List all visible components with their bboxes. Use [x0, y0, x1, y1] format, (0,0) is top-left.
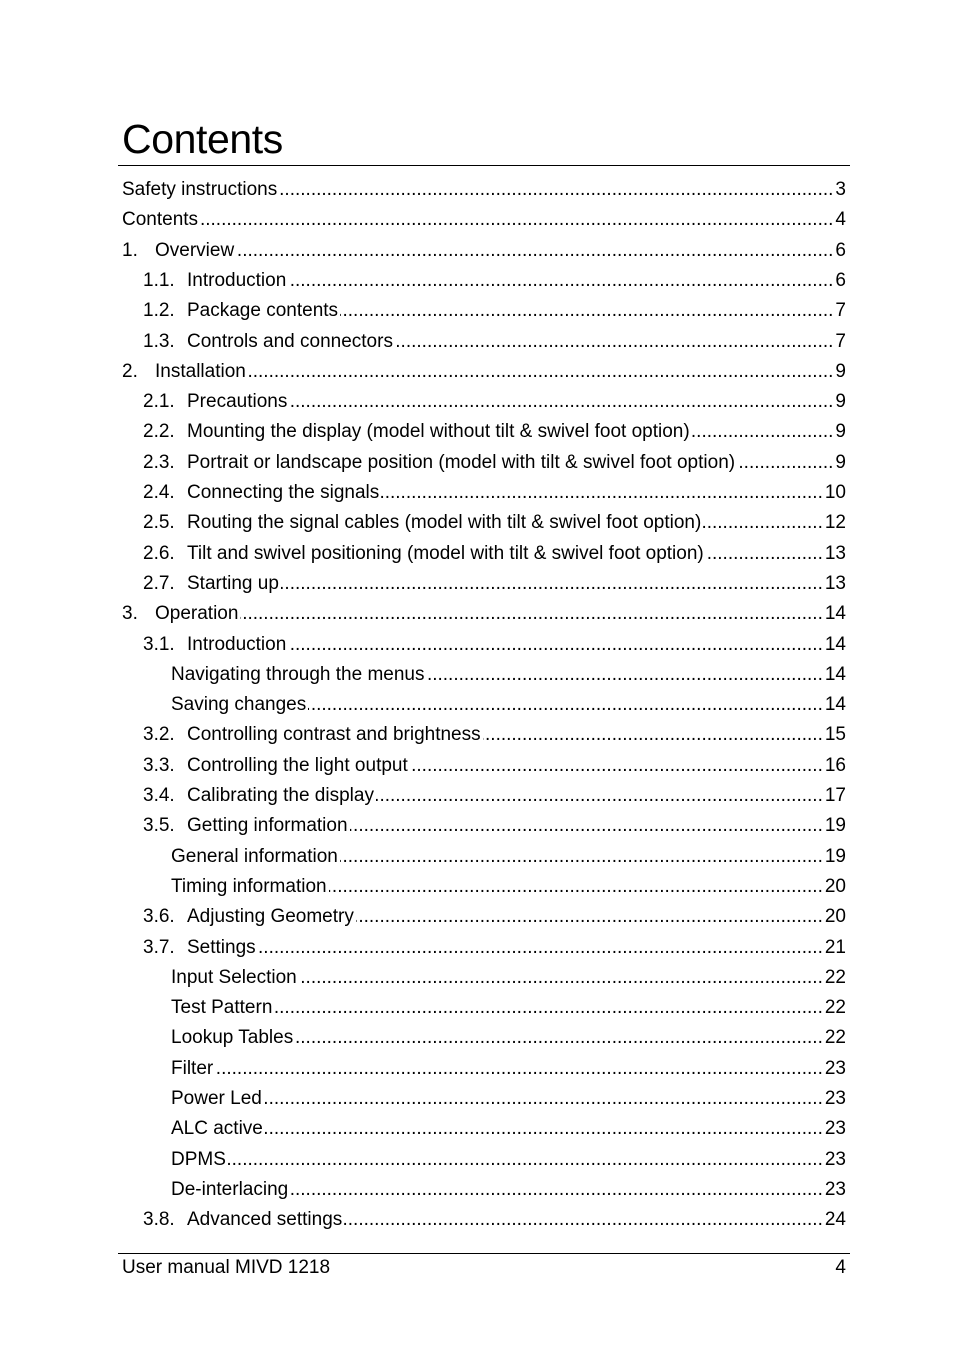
- toc-entry-title: Mounting the display (model without tilt & swivel foot option): [187, 421, 690, 443]
- toc-entry-number: 2.5.: [143, 512, 175, 534]
- toc-dot-leader: [264, 1088, 823, 1110]
- toc-entry-title: De-interlacing: [171, 1178, 289, 1200]
- toc-entry[interactable]: [143, 811, 846, 841]
- toc-dot-leader: [329, 876, 823, 898]
- toc-entry-page: 6: [835, 239, 846, 261]
- toc-entry-title: Adjusting Geometry: [187, 906, 354, 928]
- toc-entry-title: Test Pattern: [171, 997, 273, 1019]
- toc-dot-leader: [410, 755, 823, 777]
- toc-dot-leader: [344, 1209, 823, 1231]
- toc-entry-number: 3.1.: [143, 633, 175, 655]
- toc-entry-page: 21: [824, 936, 846, 958]
- toc-entry-page: 19: [824, 815, 846, 837]
- toc-entry[interactable]: [143, 630, 846, 660]
- toc-entry-page: 7: [835, 330, 846, 352]
- toc-entry-page: 15: [824, 724, 846, 746]
- toc-entry-page: 3: [835, 179, 846, 200]
- toc-entry-page: 23: [824, 1057, 846, 1079]
- toc-dot-leader: [236, 240, 833, 262]
- toc-entry-title: ALC active: [171, 1118, 263, 1140]
- toc-dot-leader: [483, 724, 823, 746]
- toc-entry[interactable]: [122, 236, 846, 266]
- toc-dot-leader: [248, 361, 834, 383]
- toc-entry-title: Controlling the light output: [187, 754, 408, 776]
- toc-entry-page: 4: [835, 209, 846, 231]
- toc-entry-number: 3.8.: [143, 1209, 175, 1231]
- toc-entry-number: 2.3.: [143, 451, 175, 473]
- toc-entry-title: DPMS: [171, 1148, 226, 1170]
- toc-entry-title: Lookup Tables: [171, 1027, 294, 1049]
- toc-dot-leader: [289, 391, 833, 413]
- toc-entry-title: Precautions: [187, 391, 288, 413]
- toc-dot-leader: [215, 1058, 823, 1080]
- toc-dot-leader: [299, 967, 823, 989]
- toc-entry[interactable]: [171, 1114, 846, 1144]
- toc-entry-page: 19: [824, 845, 846, 867]
- toc-dot-leader: [308, 694, 823, 716]
- toc-entry-title: Getting information: [187, 815, 348, 837]
- toc-entry-page: 22: [824, 966, 846, 988]
- toc-dot-leader: [376, 785, 823, 807]
- toc-entry[interactable]: [143, 296, 846, 326]
- toc-entry[interactable]: [143, 417, 846, 447]
- toc-entry[interactable]: [143, 508, 846, 538]
- toc-dot-leader: [274, 997, 822, 1019]
- toc-entry[interactable]: [171, 690, 846, 720]
- toc-entry-page: 20: [824, 906, 846, 928]
- toc-dot-leader: [737, 452, 833, 474]
- toc-entry-title: Connecting the signals: [187, 482, 380, 503]
- toc-dot-leader: [350, 815, 823, 837]
- toc-entry[interactable]: [171, 842, 846, 872]
- toc-entry-page: 14: [824, 603, 846, 625]
- toc-entry-page: 9: [835, 391, 846, 413]
- toc-entry-title: Starting up: [187, 572, 279, 594]
- toc-entry[interactable]: [143, 478, 846, 508]
- toc-entry-title: Portrait or landscape position (model with tilt & swivel foot option): [187, 451, 736, 473]
- toc-entry-page: 9: [835, 360, 846, 382]
- toc-entry[interactable]: [122, 599, 846, 629]
- toc-entry-page: 17: [824, 785, 846, 806]
- toc-entry-page: 6: [835, 269, 846, 291]
- toc-dot-leader: [703, 512, 823, 534]
- footer-divider: [118, 1253, 850, 1254]
- toc-entry-page: 23: [824, 1118, 846, 1140]
- toc-entry-page: 23: [824, 1148, 846, 1170]
- toc-entry[interactable]: [171, 1023, 846, 1053]
- toc-entry-number: 2.7.: [143, 572, 175, 594]
- toc-dot-leader: [228, 1149, 823, 1171]
- toc-entry[interactable]: [171, 993, 846, 1023]
- toc-dot-leader: [706, 543, 823, 565]
- toc-dot-leader: [290, 1179, 823, 1201]
- toc-entry[interactable]: [171, 1175, 846, 1205]
- toc-dot-leader: [381, 482, 823, 504]
- toc-entry-page: 14: [824, 633, 846, 655]
- toc-dot-leader: [288, 270, 833, 292]
- toc-entry-page: 23: [824, 1088, 846, 1109]
- toc-entry-page: 14: [824, 694, 846, 716]
- title-divider: [118, 165, 850, 166]
- toc-entry-title: Installation: [155, 360, 246, 382]
- toc-entry-page: 9: [835, 421, 846, 443]
- toc-entry-page: 12: [824, 512, 846, 534]
- toc-entry-page: 13: [824, 542, 846, 564]
- toc-entry-number: 2.2.: [143, 421, 175, 443]
- toc-entry-title: Introduction: [187, 269, 287, 291]
- toc-entry-title: Introduction: [187, 633, 287, 655]
- toc-entry[interactable]: [122, 205, 846, 235]
- toc-entry-title: Tilt and swivel positioning (model with tilt & swivel foot option): [187, 542, 704, 564]
- toc-entry[interactable]: [143, 387, 846, 417]
- toc-entry-page: 22: [824, 1027, 846, 1049]
- toc-entry-number: 1.2.: [143, 300, 175, 322]
- toc-entry-number: 2.6.: [143, 542, 175, 564]
- toc-entry-title: Calibrating the display: [187, 785, 374, 806]
- toc-entry[interactable]: [143, 539, 846, 569]
- toc-entry-title: Controlling contrast and brightness: [187, 724, 481, 746]
- toc-entry-page: 9: [835, 451, 846, 473]
- toc-entry-number: 2.: [122, 360, 138, 382]
- toc-entry-page: 24: [824, 1209, 846, 1231]
- toc-entry[interactable]: [143, 327, 846, 357]
- toc-entry-title: Saving changes: [171, 694, 307, 716]
- toc-entry-number: 2.4.: [143, 482, 175, 503]
- toc-entry-title: Routing the signal cables (model with tilt & swivel foot option): [187, 512, 702, 534]
- toc-entry[interactable]: [122, 357, 846, 387]
- toc-entry-title: Timing information: [171, 875, 327, 897]
- toc-entry-number: 3.6.: [143, 906, 175, 928]
- toc-entry-title: Settings: [187, 936, 256, 958]
- toc-entry[interactable]: [143, 933, 846, 963]
- toc-dot-leader: [200, 209, 833, 231]
- toc-dot-leader: [427, 664, 823, 686]
- toc-entry[interactable]: [143, 902, 846, 932]
- toc-entry-number: 1.: [122, 239, 138, 261]
- toc-entry-title: Overview: [155, 239, 235, 261]
- toc-entry-page: 14: [824, 663, 846, 685]
- toc-entry-number: 3.7.: [143, 936, 175, 958]
- toc-entry[interactable]: [171, 1084, 846, 1114]
- toc-dot-leader: [340, 846, 823, 868]
- toc-dot-leader: [240, 603, 822, 625]
- toc-entry[interactable]: [171, 963, 846, 993]
- toc-dot-leader: [288, 634, 823, 656]
- toc-entry[interactable]: [143, 751, 846, 781]
- toc-entry-title: Safety instructions: [122, 179, 278, 200]
- toc-entry-page: 23: [824, 1178, 846, 1200]
- toc-entry-title: Navigating through the menus: [171, 663, 425, 685]
- footer-document-title: User manual MIVD 1218: [122, 1257, 331, 1278]
- toc-entry-page: 22: [824, 997, 846, 1019]
- toc-dot-leader: [295, 1027, 823, 1049]
- toc-entry-page: 10: [824, 482, 846, 503]
- toc-entry-title: Input Selection: [171, 966, 297, 988]
- toc-dot-leader: [265, 1118, 823, 1140]
- toc-dot-leader: [281, 573, 823, 595]
- toc-entry-title: Filter: [171, 1057, 214, 1079]
- toc-entry-number: 3.4.: [143, 785, 175, 806]
- toc-entry-title: Contents: [122, 209, 199, 231]
- toc-entry-number: 2.1.: [143, 391, 175, 413]
- toc-entry[interactable]: [143, 266, 846, 296]
- toc-entry[interactable]: [171, 872, 846, 902]
- toc-entry-number: 1.3.: [143, 330, 175, 352]
- toc-entry[interactable]: [143, 569, 846, 599]
- toc-entry-title: Power Led: [171, 1088, 262, 1109]
- toc-entry-page: 13: [824, 572, 846, 594]
- toc-entry[interactable]: [171, 660, 846, 690]
- toc-entry-title: General information: [171, 845, 338, 867]
- toc-entry[interactable]: [143, 781, 846, 811]
- toc-entry-number: 1.1.: [143, 269, 175, 291]
- toc-entry[interactable]: [143, 720, 846, 750]
- toc-entry-number: 3.: [122, 603, 138, 625]
- toc-entry-title: Controls and connectors: [187, 330, 393, 352]
- page-title: Contents: [122, 116, 283, 162]
- toc-dot-leader: [395, 331, 833, 353]
- toc-entry[interactable]: [171, 1054, 846, 1084]
- toc-dot-leader: [279, 179, 833, 201]
- toc-entry-page: 20: [824, 875, 846, 897]
- toc-entry[interactable]: [171, 1145, 846, 1175]
- toc-entry[interactable]: [122, 175, 846, 205]
- toc-entry-number: 3.5.: [143, 815, 175, 837]
- toc-entry-number: 3.2.: [143, 724, 175, 746]
- toc-entry-page: 7: [835, 300, 846, 322]
- toc-entry-title: Advanced settings: [187, 1209, 343, 1231]
- toc-dot-leader: [692, 421, 834, 443]
- toc-entry-title: Package contents: [187, 300, 339, 322]
- toc-dot-leader: [356, 906, 823, 928]
- toc-dot-leader: [340, 300, 833, 322]
- toc-entry-page: 16: [824, 754, 846, 776]
- toc-entry[interactable]: [143, 1205, 846, 1235]
- footer-page-number: 4: [835, 1257, 846, 1278]
- toc-entry-number: 3.3.: [143, 754, 175, 776]
- toc-entry-title: Operation: [155, 603, 239, 625]
- toc-dot-leader: [258, 937, 823, 959]
- toc-entry[interactable]: [143, 448, 846, 478]
